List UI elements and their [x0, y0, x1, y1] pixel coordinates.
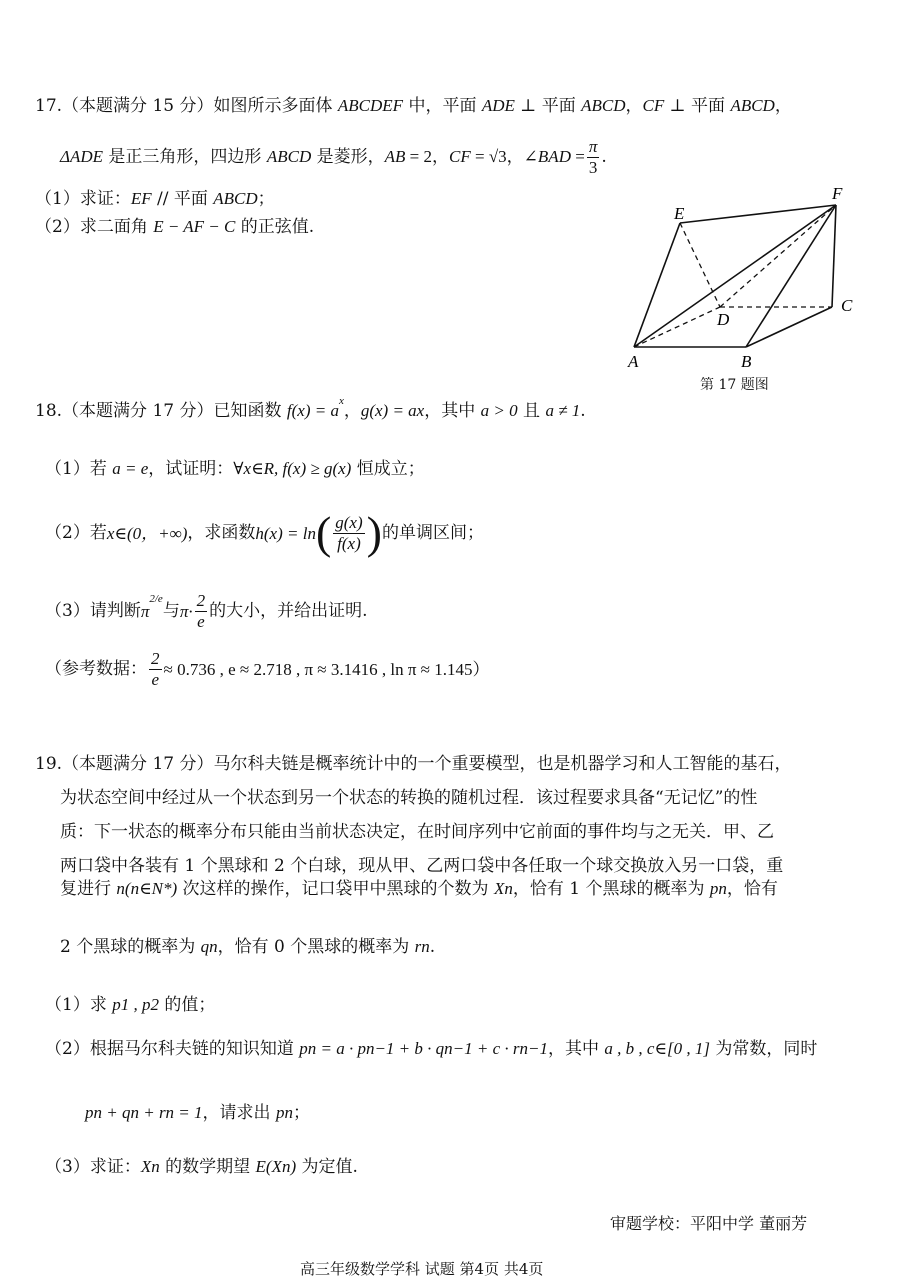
q19-line5: [60, 880, 778, 898]
q18-tail: ，其中: [424, 401, 481, 421]
q17-p2-end: 的正弦值.: [235, 217, 315, 237]
q18-cond: a > 0: [480, 401, 518, 420]
q17-l2b: 是正三角形，四边形: [103, 146, 267, 167]
q17-l2d: 是菱形，: [311, 146, 385, 167]
label-a: A: [628, 352, 639, 371]
q18-p2-m: x∈(0，+∞): [106, 523, 188, 543]
q17-ade: ADE: [481, 96, 515, 115]
q18-ref-b: ≈ 0.736 , e ≈ 2.718 , π ≈ 3.1416 , ln π ≈ 1.145）: [163, 659, 490, 679]
label-c: C: [841, 296, 853, 315]
q18-f: f(x) = a: [286, 401, 339, 420]
q18-ref-den: e: [151, 669, 160, 689]
q19-p1-a: （1）求: [45, 995, 113, 1015]
q18-p1-a: （1）若: [45, 459, 113, 479]
q18-g-over-f: [333, 514, 364, 553]
edge-df: [720, 205, 836, 307]
q17-abcd: ABCD: [581, 96, 626, 115]
q19-l5-a: 复进行: [60, 879, 117, 899]
q18-head: 18.（本题满分 17 分）已知函数: [35, 401, 287, 421]
q19-p3-m2: E(Xn): [255, 1157, 297, 1176]
q18-f-sup: x: [338, 395, 344, 407]
q19-p2-c: 为常数，同时: [710, 1039, 818, 1059]
q19-p2-l2-b: ，请求出: [202, 1103, 276, 1123]
q18-part3: [45, 592, 368, 631]
q18-p3-c: 的大小，并给出证明.: [209, 600, 368, 621]
q17-l2e: AB: [384, 146, 406, 166]
q19-l6-c: .: [429, 937, 436, 957]
q18-p2-h: h(x) = ln: [255, 523, 316, 543]
q18-mid: ，: [343, 401, 361, 421]
q18-left-paren: (: [315, 507, 332, 558]
q18-p3-b: 与: [162, 600, 180, 621]
q18-p1-m2: ∀x∈R, f(x) ≥ g(x): [233, 459, 352, 478]
q18-part2: [45, 507, 484, 558]
q17-p1-rest: // 平面: [151, 189, 214, 209]
q19-l6-a: 2 个黑球的概率为: [60, 937, 201, 957]
q19-part1: [45, 996, 215, 1014]
q17-p2-math: E − AF − C: [153, 217, 236, 236]
edge-cf: [832, 205, 836, 307]
q19-line6: [60, 938, 435, 956]
q17-t5: ，: [774, 96, 792, 116]
q18-p3-pi: π: [140, 601, 150, 621]
q17-head: 17.（本题满分 15 分）如图所示多面体: [35, 96, 338, 116]
q18-and: 且: [517, 401, 546, 421]
q19-part3: [45, 1158, 358, 1176]
q19-p2-l2-c: ；: [292, 1103, 310, 1123]
q18-ref-num: 2: [151, 649, 160, 668]
q19-p3-a: （3）求证：: [45, 1157, 141, 1177]
q19-part2: [45, 1040, 817, 1058]
q17-t3: ，: [625, 96, 643, 116]
q19-l6-b: ，恰有 0 个黑球的概率为: [217, 937, 415, 957]
q17-l2g: CF: [449, 146, 471, 166]
q18-p3-a: （3）请判断: [45, 600, 141, 621]
reviewer-note: 审题学校：平阳中学 董丽芳: [610, 1214, 808, 1233]
edge-ef: [680, 205, 836, 223]
q18-p2-a: （2）若: [45, 522, 107, 543]
q17-pi-over-3: [587, 138, 600, 177]
q19-l5-m: n(n∈N*): [116, 879, 178, 898]
q17-p1-label: （1）求证：: [35, 189, 131, 209]
q18-p3-pi2: π·: [179, 601, 193, 621]
q19-p2-b: ，其中: [547, 1039, 605, 1059]
q17-l2-end: .: [601, 146, 607, 167]
q17-line1: [35, 97, 792, 115]
q19-line3: 质：下一状态的概率分布只能由当前状态决定，在时间序列中它前面的事件均与之无关．甲、乙: [60, 822, 774, 842]
q19-p2-a: （2）根据马尔科夫链的知识知道: [45, 1039, 300, 1059]
q18-p3-sup: 2/e: [149, 592, 163, 605]
q18-right-paren: ): [366, 507, 382, 558]
q19-p2-m2: a , b , c∈[0 , 1]: [604, 1039, 711, 1058]
q19-p2-m: pn = a · pn−1 + b · qn−1 + c · rn−1: [299, 1039, 548, 1058]
q17-figure-caption: 第 17 题图: [700, 377, 769, 393]
q17-p1-ef: EF: [130, 189, 152, 208]
q17-l2j: =: [570, 146, 585, 166]
q17-p2-label: （2）求二面角: [35, 217, 154, 237]
q17-line2: [60, 138, 607, 177]
label-e: E: [674, 204, 685, 223]
q19-l5-d: ，恰有: [726, 879, 778, 899]
q19-line2: 为状态空间中经过从一个状态到另一个状态的转换的随机过程．该过程要求具备“无记忆”的性: [60, 788, 758, 808]
q17-frac-den: 3: [588, 157, 598, 177]
q17-p1-abcd: ABCD: [213, 189, 258, 208]
q18-p2-den: f(x): [337, 533, 361, 553]
q18-p3-frac: [195, 592, 208, 631]
edge-ae: [634, 223, 680, 347]
q18-p2-c: 的单调区间；: [381, 522, 484, 543]
q17-t4: ⊥ 平面: [664, 96, 731, 116]
q19-l5-x: Xn: [493, 879, 513, 898]
q17-part2: [35, 218, 314, 236]
q19-p2-l2-m: pn + qn + rn = 1: [85, 1103, 203, 1122]
edge-ed: [680, 223, 720, 307]
q18-line1: [35, 395, 586, 421]
page-footer: 高三年级数学学科 试题 第4页 共4页: [300, 1260, 544, 1278]
q17-poly: ABCDEF: [337, 96, 404, 115]
q19-l5-p: pn: [709, 879, 727, 898]
q18-p3-num: 2: [196, 591, 206, 610]
q17-l2a: ΔADE: [60, 146, 104, 166]
q17-polyhedron-figure: [620, 175, 870, 395]
q18-g: g(x) = ax: [360, 401, 425, 420]
q17-l2h: = √3，∠: [470, 146, 538, 166]
q17-t2: ⊥ 平面: [514, 96, 582, 116]
q17-t1: 中，平面: [403, 96, 482, 116]
q19-l6-q: qn: [200, 937, 218, 956]
q18-p1-c: 恒成立；: [351, 459, 425, 479]
q19-p3-m: Xn: [140, 1157, 160, 1176]
q18-ref-a: （参考数据：: [45, 658, 147, 679]
q17-frac-num: π: [588, 137, 598, 156]
q19-p1-m: p1 , p2: [112, 995, 159, 1014]
q19-p3-c: 为定值.: [296, 1157, 358, 1177]
q17-p1-end: ；: [257, 189, 275, 209]
q18-reference: [45, 650, 490, 689]
q19-p1-b: 的值；: [158, 995, 216, 1015]
q18-p2-num: g(x): [335, 512, 363, 532]
q18-p1-m: a = e: [112, 459, 149, 478]
q19-l5-c: ，恰有 1 个黑球的概率为: [512, 879, 710, 899]
q17-cf: CF: [642, 96, 665, 115]
q17-part1: [35, 190, 275, 208]
q17-abcd2: ABCD: [730, 96, 775, 115]
edge-af: [634, 205, 836, 347]
label-b: B: [741, 352, 752, 371]
q19-p3-b: 的数学期望: [159, 1157, 256, 1177]
q18-part1: [45, 460, 425, 478]
q18-p1-b: ，试证明：: [148, 459, 234, 479]
q18-p3-den: e: [197, 611, 205, 631]
q18-p2-b: ，求函数: [187, 522, 256, 543]
q17-l2c: ABCD: [266, 146, 312, 166]
label-f: F: [832, 184, 843, 203]
q18-end: .: [580, 401, 586, 421]
q19-part2-line2: [85, 1104, 310, 1122]
q19-l6-r: rn: [414, 937, 430, 956]
q19-p2-l2-p: pn: [275, 1103, 293, 1122]
q17-l2f: = 2，: [405, 146, 450, 166]
q18-cond2: a ≠ 1: [545, 401, 581, 420]
label-d: D: [717, 310, 730, 329]
q18-ref-frac: [149, 650, 162, 689]
q17-l2i: BAD: [537, 146, 571, 166]
q19-line4: 两口袋中各装有 1 个黑球和 2 个白球，现从甲、乙两口袋中各任取一个球交换放入另一口袋，重: [60, 856, 784, 876]
q19-line1: 19.（本题满分 17 分）马尔科夫链是概率统计中的一个重要模型，也是机器学习和人工智能的基石，: [35, 754, 792, 774]
q19-l5-b: 次这样的操作，记口袋甲中黑球的个数为: [177, 879, 494, 899]
